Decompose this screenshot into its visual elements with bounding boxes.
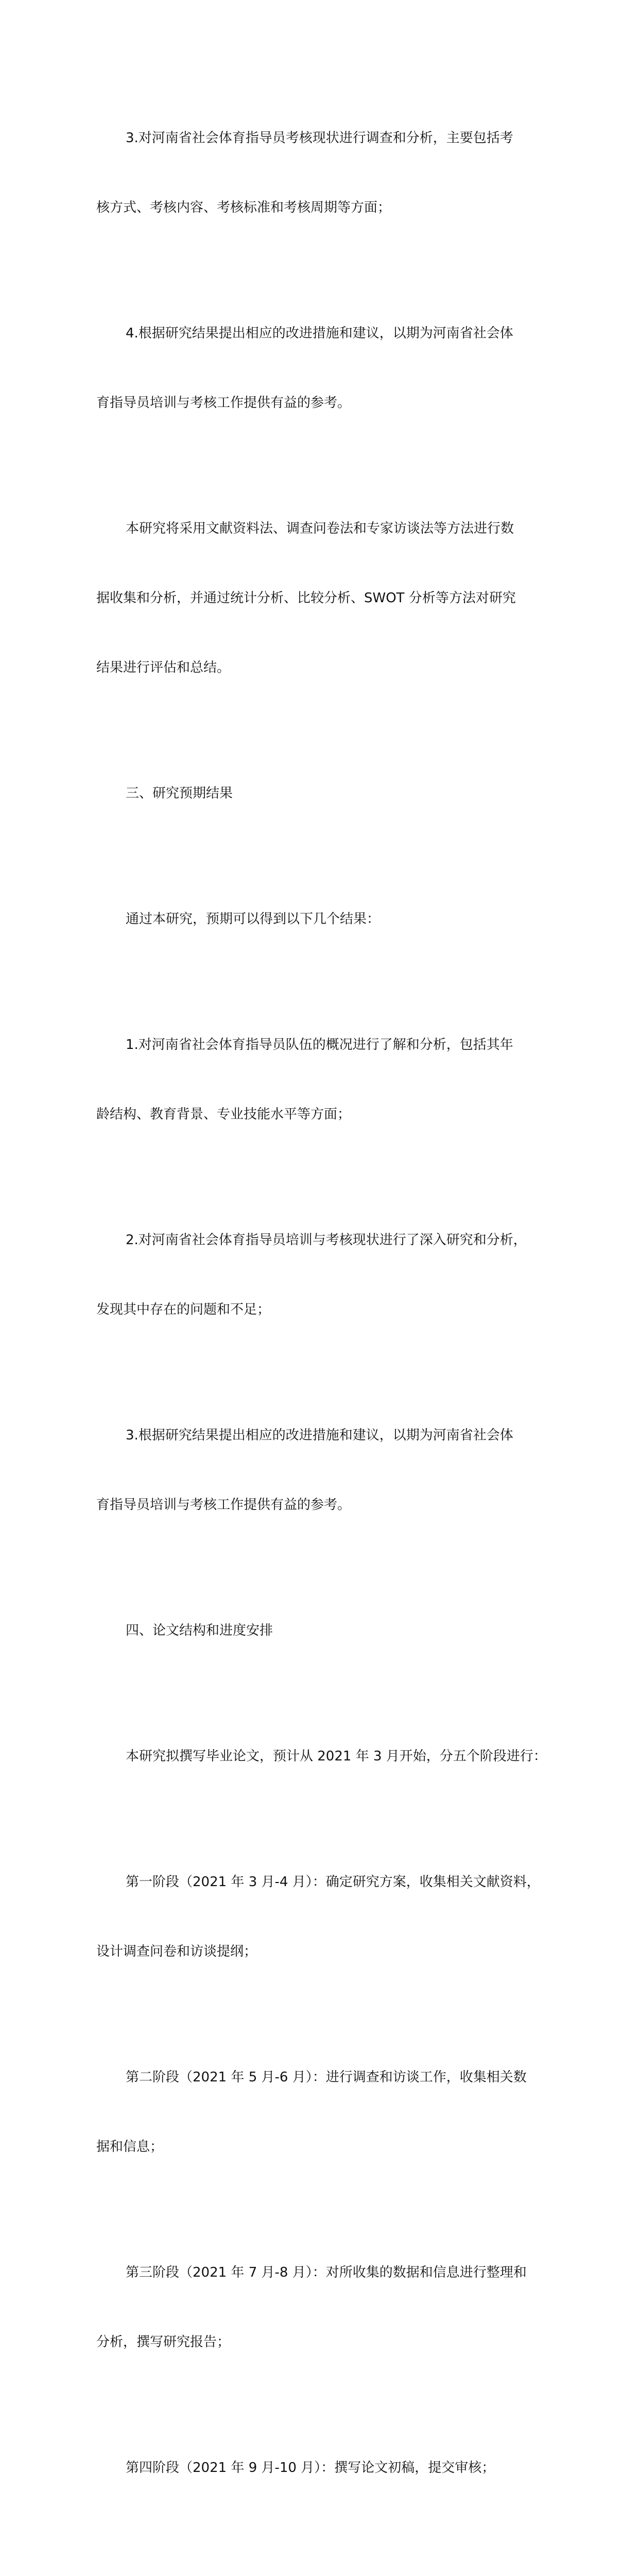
paragraph-line: 第一阶段（2021 年 3 月-4 月）：确定研究方案，收集相关文献资料， <box>126 1874 540 1890</box>
paragraph-line: 2.对河南省社会体育指导员培训与考核现状进行了深入研究和分析， <box>126 1232 527 1248</box>
document-body <box>96 80 560 2576</box>
paragraph-line: 据和信息； <box>96 2139 164 2155</box>
schedule-stage-4 <box>96 2410 560 2526</box>
paragraph-line: 第二阶段（2021 年 5 月-6 月）：进行调查和访谈工作，收集相关数 <box>126 2070 527 2085</box>
heading-line: 四、论文结构和进度安排 <box>126 1623 273 1638</box>
paragraph-line: 通过本研究，预期可以得到以下几个结果： <box>126 911 381 927</box>
paragraph-line: 设计调查问卷和访谈提纲； <box>96 1944 257 1959</box>
paragraph-line: 1.对河南省社会体育指导员队伍的概况进行了解和分析，包括其年 <box>126 1037 513 1053</box>
paragraph-line: 本研究将采用文献资料法、调查问卷法和专家访谈法等方法进行数 <box>126 521 514 536</box>
paragraph-improvement-suggestions <box>96 276 560 461</box>
paragraph-line: 4.根据研究结果提出相应的改进措施和建议，以期为河南省社会体 <box>126 326 513 341</box>
list-item-result-2 <box>96 1182 560 1368</box>
paragraph-expected-results-intro <box>96 861 560 977</box>
paragraph-line: 发现其中存在的问题和不足； <box>96 1302 271 1317</box>
heading-line: 三、研究预期结果 <box>126 786 233 801</box>
paragraph-line: 分析，撰写研究报告； <box>96 2334 231 2350</box>
paragraph-line: 龄结构、教育背景、专业技能水平等方面； <box>96 1107 351 1122</box>
paragraph-line: 3.根据研究结果提出相应的改进措施和建议，以期为河南省社会体 <box>126 1428 513 1443</box>
paragraph-line: 第三阶段（2021 年 7 月-8 月）：对所收集的数据和信息进行整理和 <box>126 2265 527 2280</box>
section-heading-expected-results <box>96 736 560 852</box>
paragraph-line: 第四阶段（2021 年 9 月-10 月）：撰写论文初稿，提交审核； <box>126 2460 495 2476</box>
schedule-stage-5 <box>96 2536 560 2576</box>
paragraph-line: 3.对河南省社会体育指导员考核现状进行调查和分析，主要包括考 <box>126 130 513 146</box>
schedule-stage-3 <box>96 2215 560 2400</box>
paragraph-line: 核方式、考核内容、考核标准和考核周期等方面； <box>96 200 391 215</box>
paragraph-assessment-status <box>96 80 560 266</box>
schedule-stage-1 <box>96 1824 560 2010</box>
paragraph-line: 育指导员培训与考核工作提供有益的参考。 <box>96 395 351 411</box>
paragraph-line: 据收集和分析，并通过统计分析、比较分析、SWOT 分析等方法对研究 <box>96 590 516 606</box>
list-item-result-1 <box>96 987 560 1173</box>
paragraph-line: 结果进行评估和总结。 <box>96 660 231 675</box>
list-item-result-3 <box>96 1378 560 1563</box>
schedule-stage-2 <box>96 2020 560 2205</box>
paragraph-line: 本研究拟撰写毕业论文，预计从 2021 年 3 月开始，分五个阶段进行： <box>126 1749 547 1764</box>
paragraph-schedule-intro <box>96 1699 560 1815</box>
paragraph-research-methods <box>96 471 560 726</box>
paragraph-line: 育指导员培训与考核工作提供有益的参考。 <box>96 1497 351 1513</box>
section-heading-structure-schedule <box>96 1573 560 1689</box>
